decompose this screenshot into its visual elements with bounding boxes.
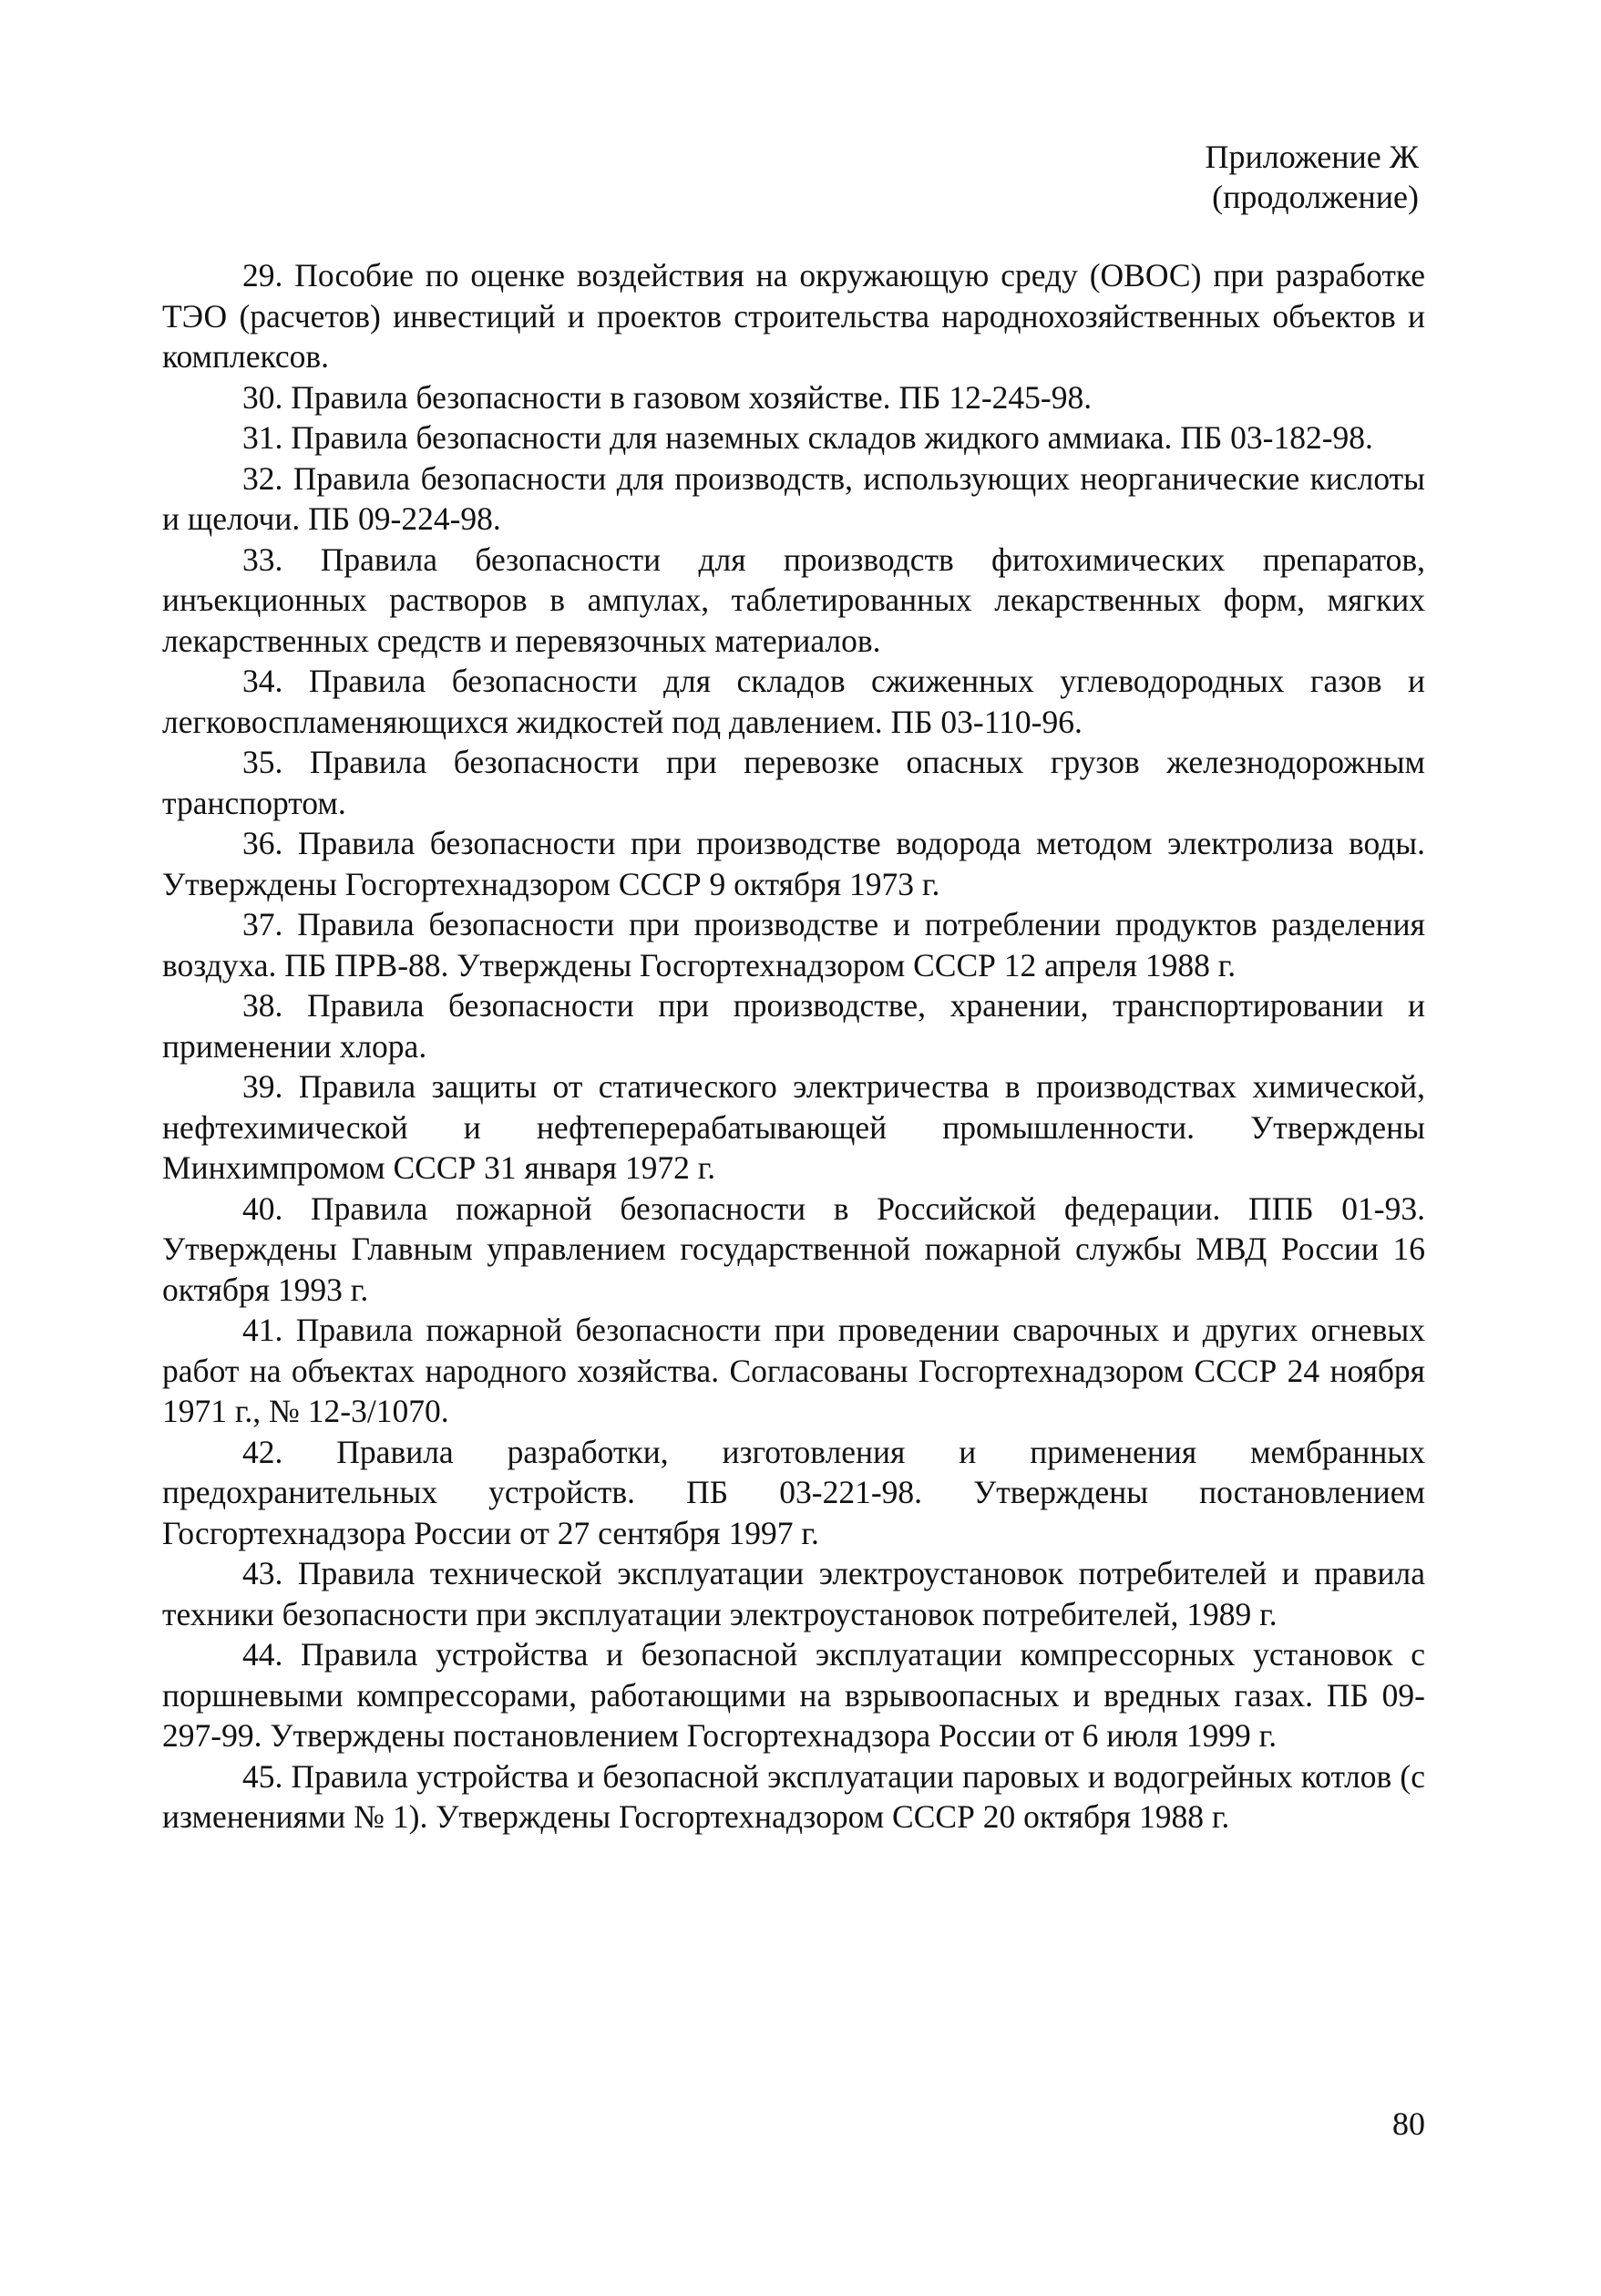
list-item xyxy=(162,1756,1425,1838)
item-text: Правила безопасности в газовом хозяйстве. ПБ 12-245-98. xyxy=(291,378,1093,416)
reference-list xyxy=(162,255,1425,1838)
item-text: Правила устройства и безопасной эксплуатации компрессорных установок с поршневыми компрессорами, работающими на взрывоопасных и вредных газах. ПБ 09-297-99. Утверждены постановлением Госгортехнадзора России от 6 июля 1999 г. xyxy=(162,1636,1426,1754)
item-number: 45. xyxy=(242,1757,283,1795)
item-text: Правила безопасности при производстве и потреблении продуктов разделения воздуха. ПБ ПРВ-88. Утверждены Госгортехнадзором СССР 12 апреля 1988 г. xyxy=(162,906,1426,983)
item-number: 36. xyxy=(242,825,283,861)
appendix-header xyxy=(1206,137,1419,217)
item-number: 31. xyxy=(242,419,283,456)
list-item xyxy=(162,1432,1425,1554)
list-item xyxy=(162,540,1425,662)
list-item xyxy=(162,1553,1425,1634)
item-number: 33. xyxy=(242,541,283,578)
item-text: Правила безопасности при перевозке опасных грузов железнодорожным транспортом. xyxy=(162,744,1426,821)
item-number: 29. xyxy=(242,257,283,293)
list-item xyxy=(162,255,1425,377)
item-number: 30. xyxy=(242,378,283,416)
list-item xyxy=(162,742,1425,823)
item-number: 44. xyxy=(242,1636,283,1673)
list-item xyxy=(162,823,1425,904)
item-text: Правила безопасности при производстве, хранении, транспортировании и применении хлора. xyxy=(162,987,1426,1065)
item-text: Правила безопасности для производств фитохимических препаратов, инъекционных растворов в ампулах, таблетированных лекарственных форм, мягких лекарственных средств и перевязочных материалов. xyxy=(162,541,1425,659)
item-text: Правила пожарной безопасности при проведении сварочных и других огневых работ на объектах народного хозяйства. Согласованы Госгортехнадзором СССР 24 ноября 1971 г., № 12-3/1070. xyxy=(162,1312,1426,1429)
item-number: 41. xyxy=(242,1312,283,1348)
appendix-subtitle: (продолжение) xyxy=(1212,179,1419,215)
item-text: Пособие по оценке воздействия на окружающую среду (ОВОС) при разработке ТЭО (расчетов) инвестиций и проектов строительства народнохозяйственных объектов и комплексов. xyxy=(162,257,1425,375)
item-number: 34. xyxy=(242,663,283,699)
item-text: Правила защиты от статического электричества в производствах химической, нефтехимической и нефтеперерабатывающей промышленности. Утверждены Минхимпромом СССР 31 января 1972 г. xyxy=(162,1068,1425,1186)
list-item xyxy=(162,458,1425,540)
item-text: Правила пожарной безопасности в Российской федерации. ППБ 01-93. Утверждены Главным управлением государственной пожарной службы МВД России 16 октября 1993 г. xyxy=(162,1189,1426,1308)
list-item xyxy=(162,985,1425,1066)
item-number: 42. xyxy=(242,1433,283,1470)
list-item xyxy=(162,1310,1425,1432)
list-item xyxy=(162,1634,1425,1756)
page-number: 80 xyxy=(1392,2106,1425,2142)
item-number: 40. xyxy=(242,1189,283,1227)
list-item xyxy=(162,417,1425,458)
item-text: Правила устройства и безопасной эксплуатации паровых и водогрейных котлов (с изменениями № 1). Утверждены Госгортехнадзором СССР 20 октября 1988 г. xyxy=(162,1757,1425,1835)
list-item xyxy=(162,1189,1425,1311)
item-text: Правила безопасности при производстве водорода методом электролиза воды. Утверждены Госгортехнадзором СССР 9 октября 1973 г. xyxy=(162,825,1425,902)
item-number: 38. xyxy=(242,987,283,1024)
list-item xyxy=(162,661,1425,742)
list-item xyxy=(162,904,1425,985)
list-item xyxy=(162,377,1425,418)
item-number: 43. xyxy=(242,1555,283,1591)
item-text: Правила безопасности для производств, использующих неорганические кислоты и щелочи. ПБ 09-224-98. xyxy=(162,459,1425,537)
item-number: 39. xyxy=(242,1068,283,1105)
appendix-title: Приложение Ж xyxy=(1205,139,1419,175)
item-number: 35. xyxy=(242,744,283,780)
item-text: Правила безопасности для наземных складов жидкого аммиака. ПБ 03-182-98. xyxy=(291,419,1373,456)
item-number: 37. xyxy=(242,906,283,942)
item-text: Правила технической эксплуатации электроустановок потребителей и правила техники безопасности при эксплуатации электроустановок потребителей, 1989 г. xyxy=(162,1555,1425,1632)
list-item xyxy=(162,1066,1425,1189)
item-number: 32. xyxy=(242,459,283,497)
item-text: Правила разработки, изготовления и применения мембранных предохранительных устройств. ПБ 03-221-98. Утверждены постановлением Госгортехнадзора России от 27 сентября 1997 г. xyxy=(162,1433,1426,1551)
item-text: Правила безопасности для складов сжиженных углеводородных газов и легковоспламеняющихся жидкостей под давлением. ПБ 03-110-96. xyxy=(162,663,1426,740)
